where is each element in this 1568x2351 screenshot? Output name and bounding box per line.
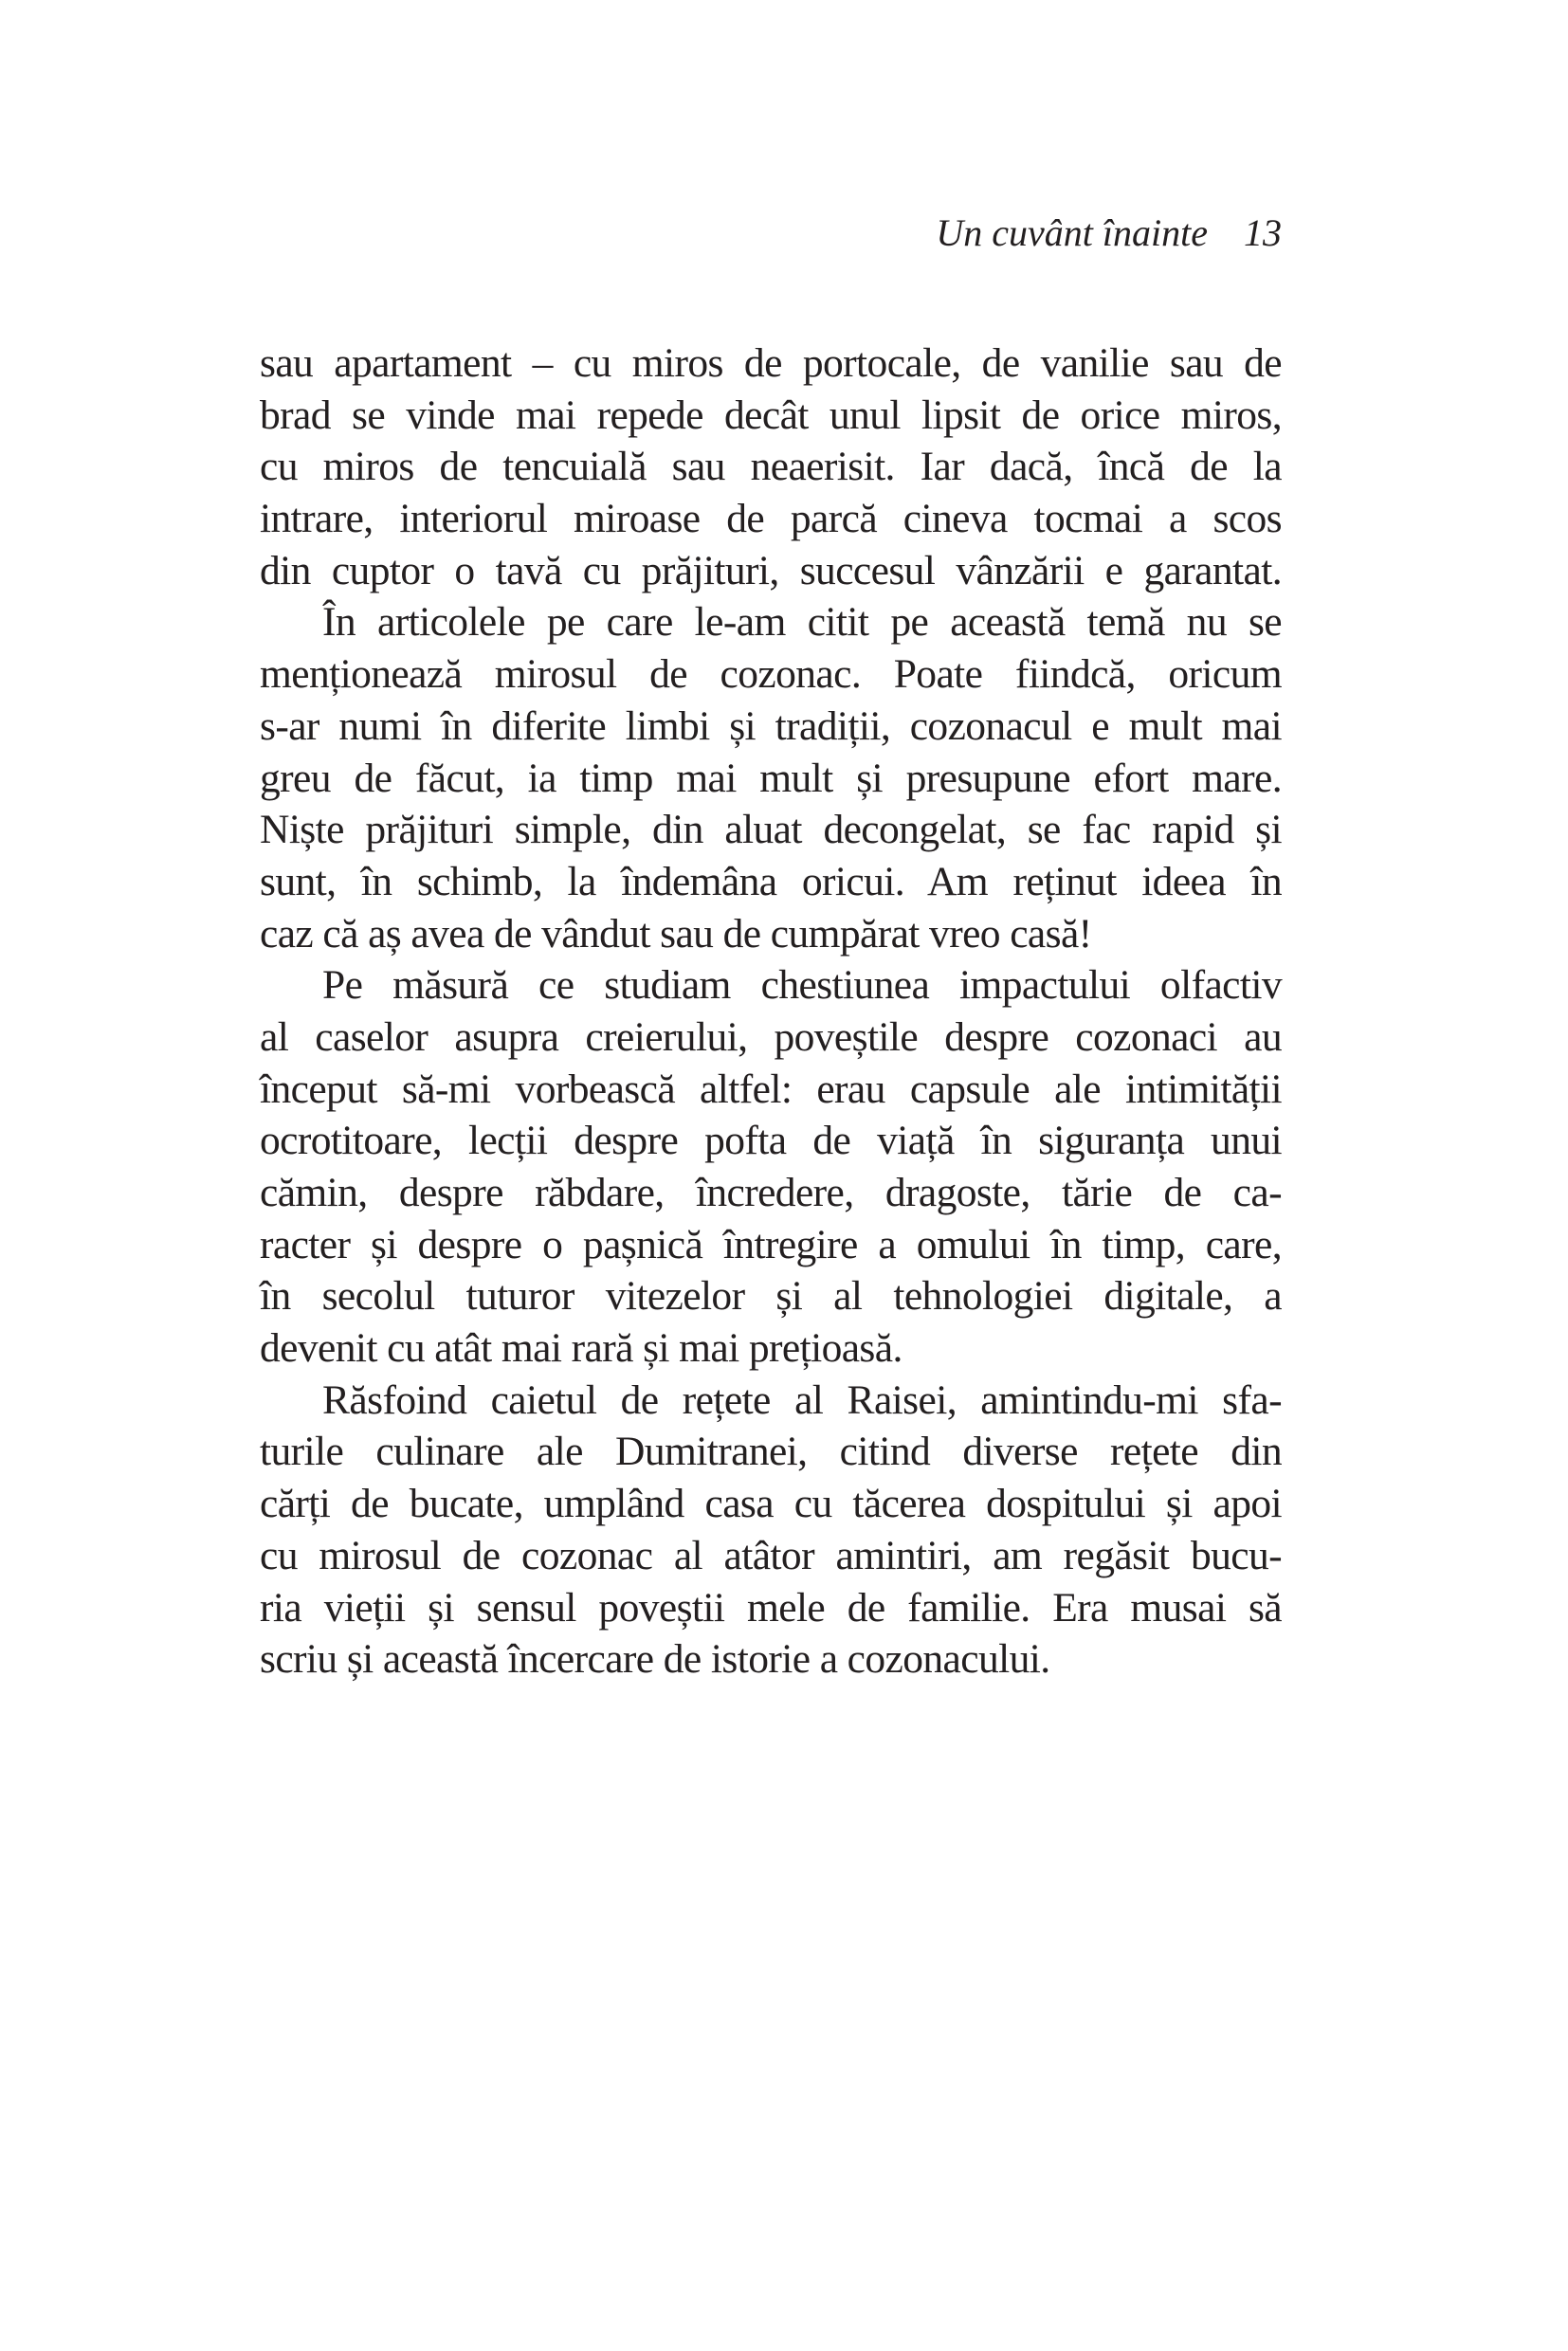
text-line: turile culinare ale Dumitranei, citind diverse rețete din [260,1429,1282,1475]
text-line: În articolele pe care le-am citit pe această temă nu se [322,599,1282,646]
paragraph-1 [260,337,1282,596]
text-line: Niște prăjituri simple, din aluat decongelat, se fac rapid și [260,807,1282,853]
text-line: în secolul tuturor vitezelor și al tehnologiei digitale, a [260,1273,1282,1320]
text-line: cărți de bucate, umplând casa cu tăcerea dospitului și apoi [260,1481,1282,1527]
text-line: devenit cu atât mai rară și mai prețioasă. [260,1325,903,1372]
text-line: Răsfoind caietul de rețete al Raisei, amintindu-mi sfa- [322,1376,1282,1423]
paragraph-3 [260,959,1282,1375]
text-line: greu de făcut, ia timp mai mult și presupune efort mare. [260,755,1282,801]
text-line: ria vieții și sensul poveștii mele de familie. Era musai să [260,1584,1282,1631]
body-text [260,337,1282,1686]
text-line: menționează mirosul de cozonac. Poate fiindcă, oricum [260,651,1282,698]
text-line: brad se vinde mai repede decât unul lipsit de orice miros, [260,392,1282,438]
text-line: al caselor asupra creierului, poveștile despre cozonaci au [260,1013,1282,1060]
text-line: sunt, în schimb, la îndemâna oricui. Am reținut ideea în [260,858,1282,904]
paragraph-2 [260,596,1282,959]
page-number: 13 [1244,211,1282,254]
chapter-title: Un cuvânt înainte [936,211,1208,254]
running-head [936,210,1282,255]
text-line: cămin, despre răbdare, încredere, dragoste, tărie de ca- [260,1170,1282,1215]
text-line: ocrotitoare, lecții despre pofta de viață în siguranța unui [260,1118,1282,1164]
text-line: intrare, interiorul miroase de parcă cineva tocmai a scos [260,496,1282,542]
text-line: Pe măsură ce studiam chestiunea impactului olfactiv [322,962,1282,1009]
text-line: sau apartament – cu miros de portocale, de vanilie sau de [260,340,1282,386]
text-line: cu mirosul de cozonac al atâtor amintiri, am regăsit bucu- [260,1532,1282,1578]
text-line: racter și despre o pașnică întregire a omului în timp, care, [260,1221,1282,1267]
text-line: caz că aș avea de vândut sau de cumpărat vreo casă! [260,910,1092,957]
paragraph-4 [260,1375,1282,1686]
text-line: din cuptor o tavă cu prăjituri, succesul vânzării e garantat. [260,547,1282,593]
text-line: cu miros de tencuială sau neaerisit. Iar dacă, încă de la [260,444,1282,490]
text-line: început să-mi vorbească altfel: erau capsule ale intimității [260,1066,1282,1112]
text-line: s-ar numi în diferite limbi și tradiții, cozonacul e mult mai [260,702,1282,749]
text-line: scriu și această încercare de istorie a cozonacului. [260,1636,1050,1683]
